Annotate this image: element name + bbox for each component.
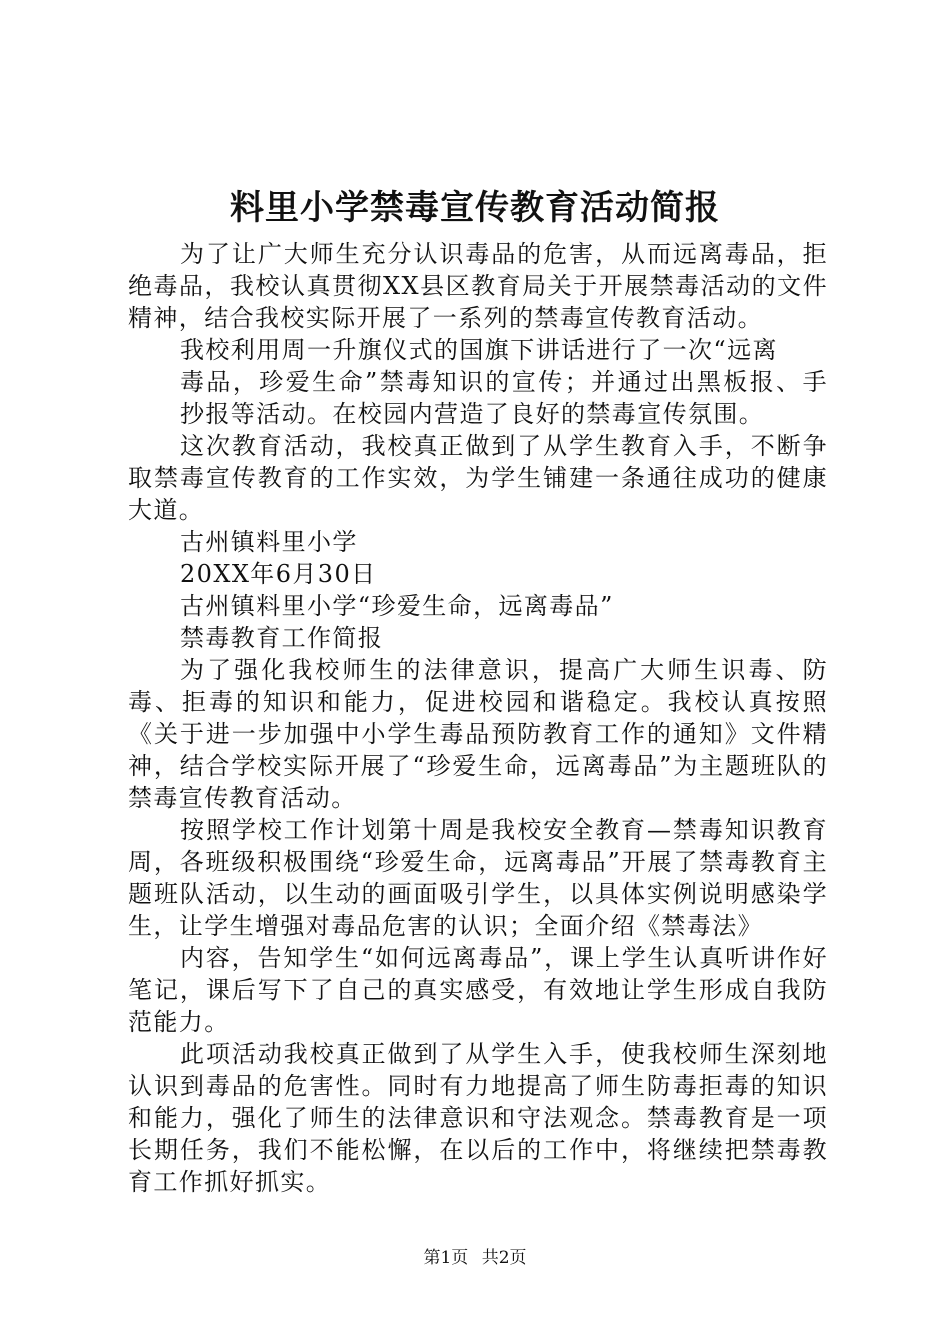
paragraph-flag-speech: 我校利用周一升旗仪式的国旗下讲话进行了一次“远离 <box>180 336 778 364</box>
signature-date: 20XX年6月30日 <box>180 560 377 588</box>
paragraph-summary: 这次教育活动，我校真正做到了从学生教育入手，不断争取禁毒宣传教育的工作实效，为学生铺建一条通往成功的健康大道。 <box>128 432 828 524</box>
paragraph-intro: 为了让广大师生充分认识毒品的危害，从而远离毒品，拒绝毒品，我校认真贯彻XX县区教育局关于开展禁毒活动的文件精神，结合我校实际开展了一系列的禁毒宣传教育活动。 <box>128 240 828 332</box>
document-title: 料里小学禁毒宣传教育活动简报 <box>230 188 720 228</box>
paragraph-safety-week: 按照学校工作计划第十周是我校安全教育—禁毒知识教育周，各班级积极围绕“珍爱生命，远离毒品”开展了禁毒教育主题班队活动，以生动的画面吸引学生，以具体实例说明感染学生，让学生增强对毒品危害的认识；全面介绍《禁毒法》 <box>128 816 828 940</box>
paragraph-legal-awareness: 为了强化我校师生的法律意识，提高广大师生识毒、防毒、拒毒的知识和能力，促进校园和谐稳定。我校认真按照《关于进一步加强中小学生毒品预防教育工作的通知》文件精神，结合学校实际开展了“珍爱生命，远离毒品”为主题班队的禁毒宣传教育活动。 <box>128 656 828 812</box>
paragraph-conclusion: 此项活动我校真正做到了从学生入手，使我校师生深刻地认识到毒品的危害性。同时有力地提高了师生防毒拒毒的知识和能力，强化了师生的法律意识和守法观念。禁毒教育是一项长期任务，我们不能松懈，在以后的工作中，将继续把禁毒教育工作抓好抓实。 <box>128 1040 828 1196</box>
paragraph-class-notes: 内容，告知学生“如何远离毒品”，课上学生认真听讲作好笔记，课后写下了自己的真实感受，有效地让学生形成自我防范能力。 <box>128 944 828 1036</box>
page-number: 第1页 <box>423 1248 469 1268</box>
page-total: 共2页 <box>481 1248 527 1268</box>
paragraph-flag-speech-cont: 毒品，珍爱生命”禁毒知识的宣传；并通过出黑板报、手抄报等活动。在校园内营造了良好的禁毒宣传氛围。 <box>180 368 828 428</box>
signature-school: 古州镇料里小学 <box>180 528 358 556</box>
document-body <box>128 238 828 1198</box>
second-report-subheading: 禁毒教育工作简报 <box>180 624 384 652</box>
second-report-heading: 古州镇料里小学“珍爱生命，远离毒品” <box>180 592 614 620</box>
page-footer <box>0 1247 950 1269</box>
